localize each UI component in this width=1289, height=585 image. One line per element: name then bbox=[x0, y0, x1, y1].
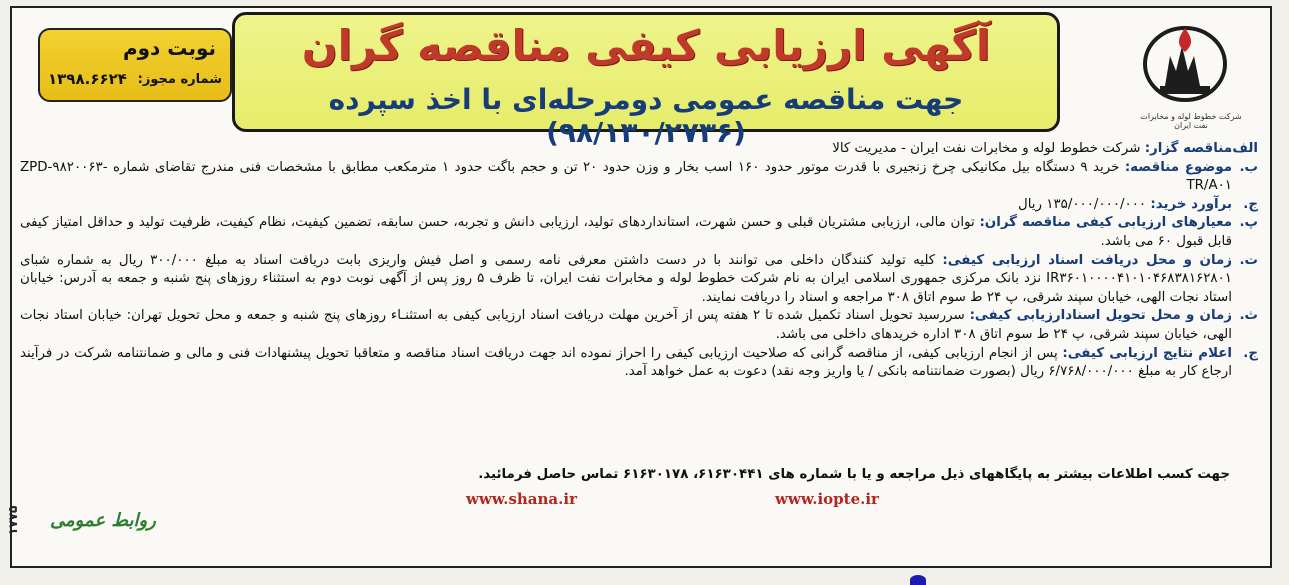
logo-caption: شرکت خطوط لوله و مخابرات نفت ایران bbox=[1140, 112, 1242, 130]
title-box bbox=[232, 12, 1060, 149]
section-title: معیارهای ارزیابی کیفی مناقصه گران: bbox=[979, 215, 1232, 231]
ad-body bbox=[20, 140, 1258, 490]
decorative-shape bbox=[910, 575, 926, 585]
section-text: شرکت خطوط لوله و مخابرات نفت ایران - مدیریت کالا bbox=[832, 141, 1145, 156]
section-text: کلیه تولید کنندگان داخلی می توانند با در دست داشتن معرفی نامه رسمی و اصل فیش واریزی بابت دریافت اسناد به مبلغ ۳۰۰/۰۰۰ ریال به شماره شبای IR۳۶۰۱۰۰۰۰۴۱۰۱۰۴۶۸۳۸۱۶۲۸۰۱ نزد بانک مرکزی جمهوری اسلامی ایران به نام شرکت خطوط لوله و مخابرات نفت ایران، تا ظرف ۵ روز پس از آگهی نوبت دوم به استثناء روزهای پنج شنبه و جمعه به آدرس: خیابان استاد نجات الهی، خیابان سپند شرقی، پ ۲۴ ط سوم اتاق ۳۰۸ مراجعه و اسناد را دریافت نمایند. bbox=[20, 252, 1232, 305]
section-tender-holder bbox=[20, 140, 1258, 159]
issue-label: نوبت دوم bbox=[122, 36, 216, 60]
section-letter: پ. bbox=[1239, 215, 1258, 231]
section-letter: الف. bbox=[1227, 141, 1258, 156]
issue-badge bbox=[38, 28, 232, 102]
section-text: توان مالی، ارزیابی مشتریان قبلی و حسن شهرت، استانداردهای تولید، ارزیابی دانش و تجربه، حسن سابقه، تضمین کیفیت، نظام کیفیت، ظرفیت تولید و حداقل امتیاز کیفی قابل قبول ۶۰ می باشد. bbox=[20, 215, 1232, 249]
section-title: اعلام نتایج ارزیابی کیفی: bbox=[1062, 345, 1232, 361]
section-text: ۱۳۵/۰۰۰/۰۰۰/۰۰۰ ریال bbox=[1018, 196, 1151, 212]
section-text: سررسید تحویل اسناد تکمیل شده تا ۲ هفته پس از آخرین مهلت دریافت اسناد ارزیابی کیفی به استثنـاء روزهای پنج شنبه و جمعه و محل تحویل تهران: خیابان استاد نجات الهی، خیابان سپند شرقی، پ ۲۴ ط سوم اتاق ۳۰۸ اداره خریدهای داخلی می باشد. bbox=[20, 308, 1232, 342]
section-criteria bbox=[20, 214, 1258, 251]
section-text: پس از انجام ارزیابی کیفی، از مناقصه گرانی که صلاحیت ارزیابی کیفی را احراز نموده اند جهت دریافت اسناد مناقصه و متعاقبا تحویل پیشنهادات فنی و مالی و ضمانتنامه شرکت در فرآیند ارجاع کار به مبلغ ۶/۷۶۸/۰۰۰/۰۰۰ ریال (بصورت ضمانتنامه بانکی / یا واریز وجه نقد) دعوت به عمل خواهد آمد. bbox=[20, 345, 1232, 380]
section-letter: ج. bbox=[1243, 196, 1258, 212]
section-letter: ج. bbox=[1243, 345, 1258, 361]
section-results bbox=[20, 345, 1258, 382]
contact-info: جهت کسب اطلاعات بیشتر به پایگاههای ذیل مراجعه و یا با شماره های ۶۱۶۳۰۴۴۱، ۶۱۶۳۰۱۷۸ تماس حاصل فرمائید. bbox=[478, 467, 1230, 482]
section-letter: ت. bbox=[1239, 252, 1258, 268]
section-title: مناقصه گزار: bbox=[1144, 141, 1232, 156]
permit-number: ۱۳۹۸.۶۶۲۴ bbox=[48, 70, 127, 88]
ad-code: ۱۷۷۵ bbox=[6, 505, 20, 535]
section-estimate bbox=[20, 196, 1258, 215]
ad-title: آگهی ارزیابی کیفی مناقصه گران bbox=[301, 21, 991, 70]
section-title: برآورد خرید: bbox=[1150, 196, 1232, 212]
public-relations-signature: روابط عمومی bbox=[50, 510, 156, 531]
section-letter: ب. bbox=[1239, 159, 1258, 175]
section-letter: ث. bbox=[1239, 308, 1258, 324]
section-text: خرید ۹ دستگاه بیل مکانیکی چرخ زنجیری با قدرت موتور حدود ۱۶۰ اسب بخار و وزن حدود ۲۰ تن و حجم باگت حدود ۱ مترمکعب مطابق با مشخصات فنی مندرج تقاضای شماره ZPD-۹۸۲۰۰۶۳-TR/A۰۱ bbox=[20, 159, 1232, 194]
section-title: زمان و محل تحویل اسنادارزیابی کیفی: bbox=[969, 308, 1232, 324]
section-doc-delivery bbox=[20, 307, 1258, 344]
section-subject bbox=[20, 159, 1258, 196]
permit-label: شماره مجوز: bbox=[137, 72, 222, 87]
section-title: موضوع مناقصه: bbox=[1124, 159, 1233, 175]
website-link-shana[interactable]: www.shana.ir bbox=[466, 490, 577, 508]
section-doc-receipt bbox=[20, 252, 1258, 308]
website-link-iopte[interactable]: www.iopte.ir bbox=[775, 490, 879, 508]
company-logo-icon bbox=[1110, 16, 1260, 126]
section-title: زمان و محل دریافت اسناد ارزیابی کیفی: bbox=[942, 252, 1232, 268]
ad-subtitle: جهت مناقصه عمومی دومرحله‌ای با اخذ سپرده (۹۸/۱۳۰/۲۷۳۶) bbox=[328, 83, 964, 149]
